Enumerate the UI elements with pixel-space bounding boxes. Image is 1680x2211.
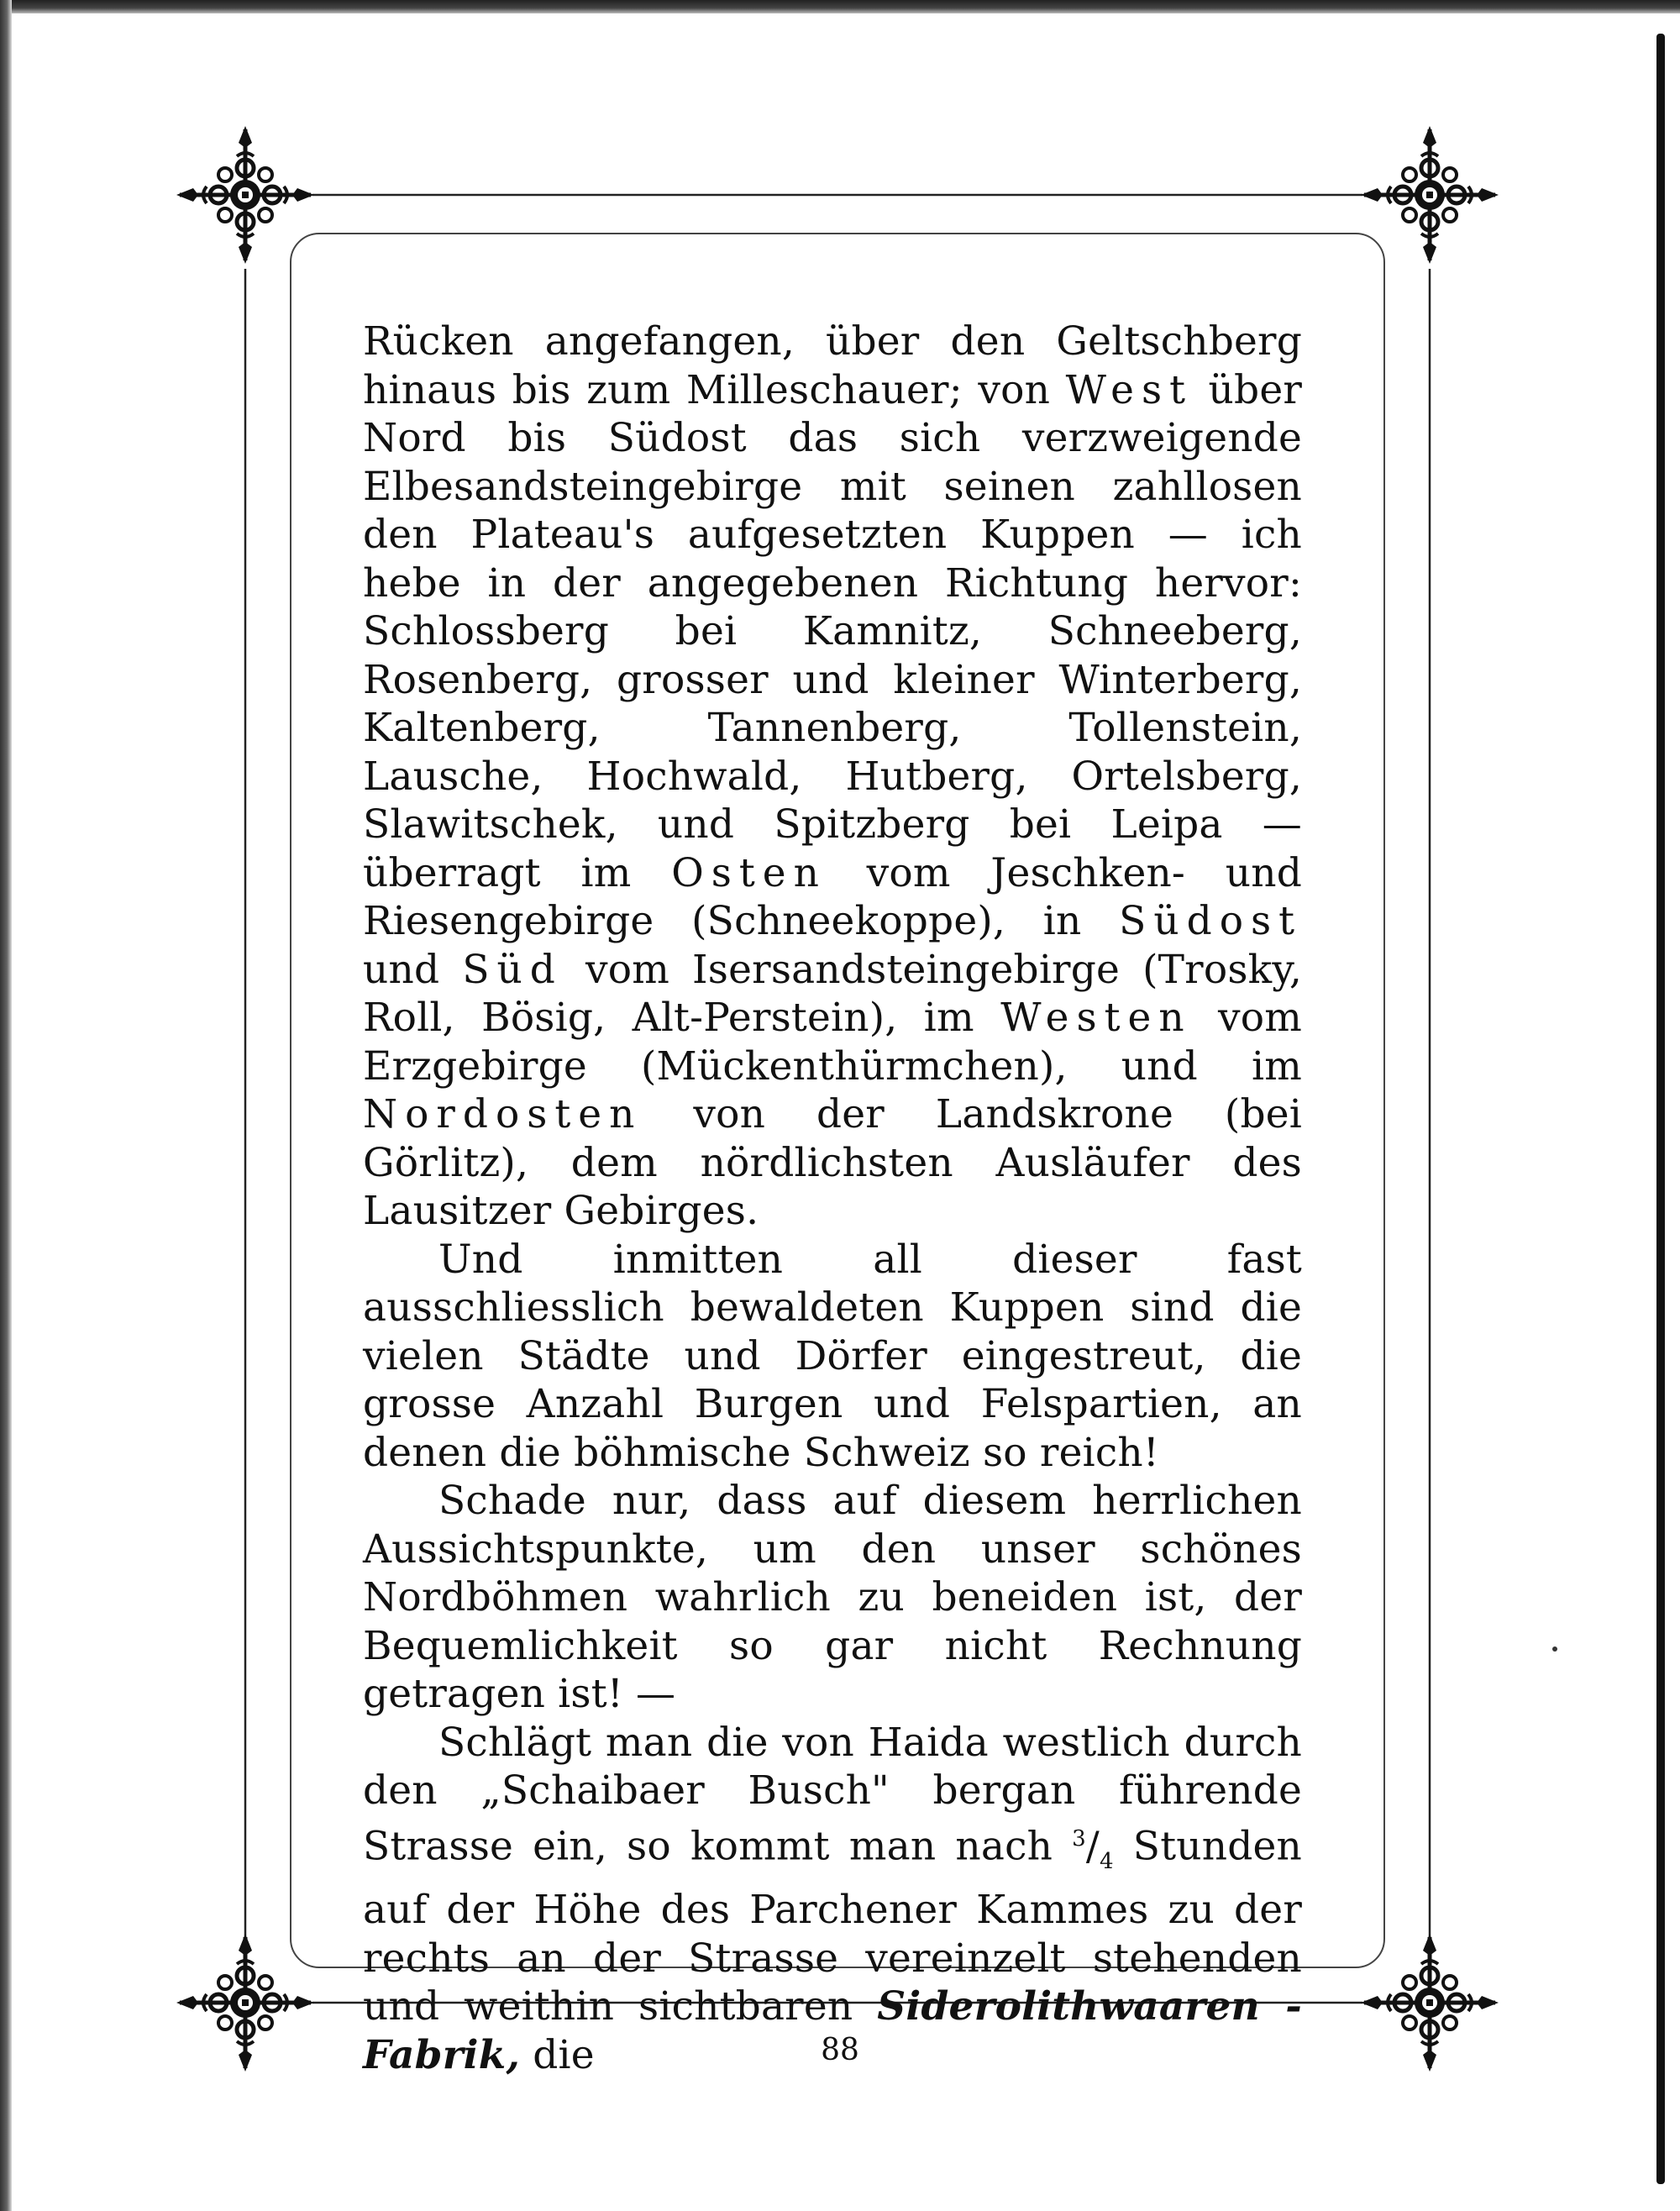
text-run: Stunden auf der Höhe des Parchener Kammes zu der rechts an der Strasse vereinzelt stehenden und weithin sichtbaren (363, 1823, 1303, 2030)
paragraph (363, 318, 1302, 1236)
page-number: 88 (821, 2033, 859, 2067)
fraction-denominator: 4 (1099, 1848, 1114, 1874)
text-run: / (1085, 1823, 1100, 1870)
text-run: Und inmitten all dieser fast ausschliesslich bewaldeten Kuppen sind die vielen Städte und Dörfer eingestreut, die grosse Anzahl Burgen und Felspartien, an denen die böhmische Schweiz so reich! (363, 1236, 1302, 1476)
paragraph (363, 1236, 1302, 1478)
text-run: Rücken angefangen, über den Geltschberg hinaus bis zum Milleschauer; von (363, 318, 1302, 413)
text-run: vom Jeschken- und Riesengebirge (Schneekoppe), in (363, 849, 1303, 944)
text-run: und (363, 946, 463, 993)
paragraph (363, 1719, 1302, 2080)
text-run: von der Landskrone (bei Görlitz), dem nördlichsten Ausläufer des Lausitzer Gebirges. (363, 1091, 1302, 1234)
spaced-word: Süd (462, 946, 563, 993)
emphasis-text: Siderolithwaaren - Fabrik, (363, 1983, 1302, 2078)
text-run: vom Isersandsteingebirge (Trosky, Roll, Bösig, Alt-Perstein), im (363, 946, 1302, 1041)
paragraph (363, 1477, 1302, 1719)
text-run: Schlägt man die von Haida westlich durch den „Schaibaer Busch" bergan führende Strasse ein, so kommt man nach (363, 1719, 1302, 1870)
spaced-word: West (1065, 366, 1193, 413)
text-run: vom Erzgebirge (Mückenthürmchen), und im (363, 995, 1302, 1090)
spaced-word: Südost (1119, 898, 1302, 944)
fraction-numerator: 3 (1072, 1825, 1086, 1851)
page-text (363, 318, 1302, 2079)
text-run: die (520, 2031, 595, 2078)
text-run: Schade nur, dass auf diesem herrlichen Aussichtspunkte, um den unser schönes Nordböhmen wahrlich zu beneiden ist, der Bequemlichkeit so gar nicht Rechnung getragen ist! — (363, 1478, 1302, 1717)
spaced-word: Nordosten (363, 1091, 643, 1137)
text-run: über Nord bis Südost das sich verzweigende Elbesandsteingebirge mit seinen zahllosen den Plateau's aufgesetzten Kuppen — ich hebe in der angegebenen Richtung hervor: Schlossberg bei Kamnitz, Schneeberg, Rosenberg, grosser und kleiner Winterberg, Kaltenberg, Tannenberg, Tollenstein, Lausche, Hochwald, Hutberg, Ortelsberg, Slawitschek, und Spitzberg bei Leipa — überragt im (363, 366, 1302, 896)
spaced-word: Osten (671, 849, 827, 896)
spaced-word: Westen (1000, 995, 1192, 1041)
